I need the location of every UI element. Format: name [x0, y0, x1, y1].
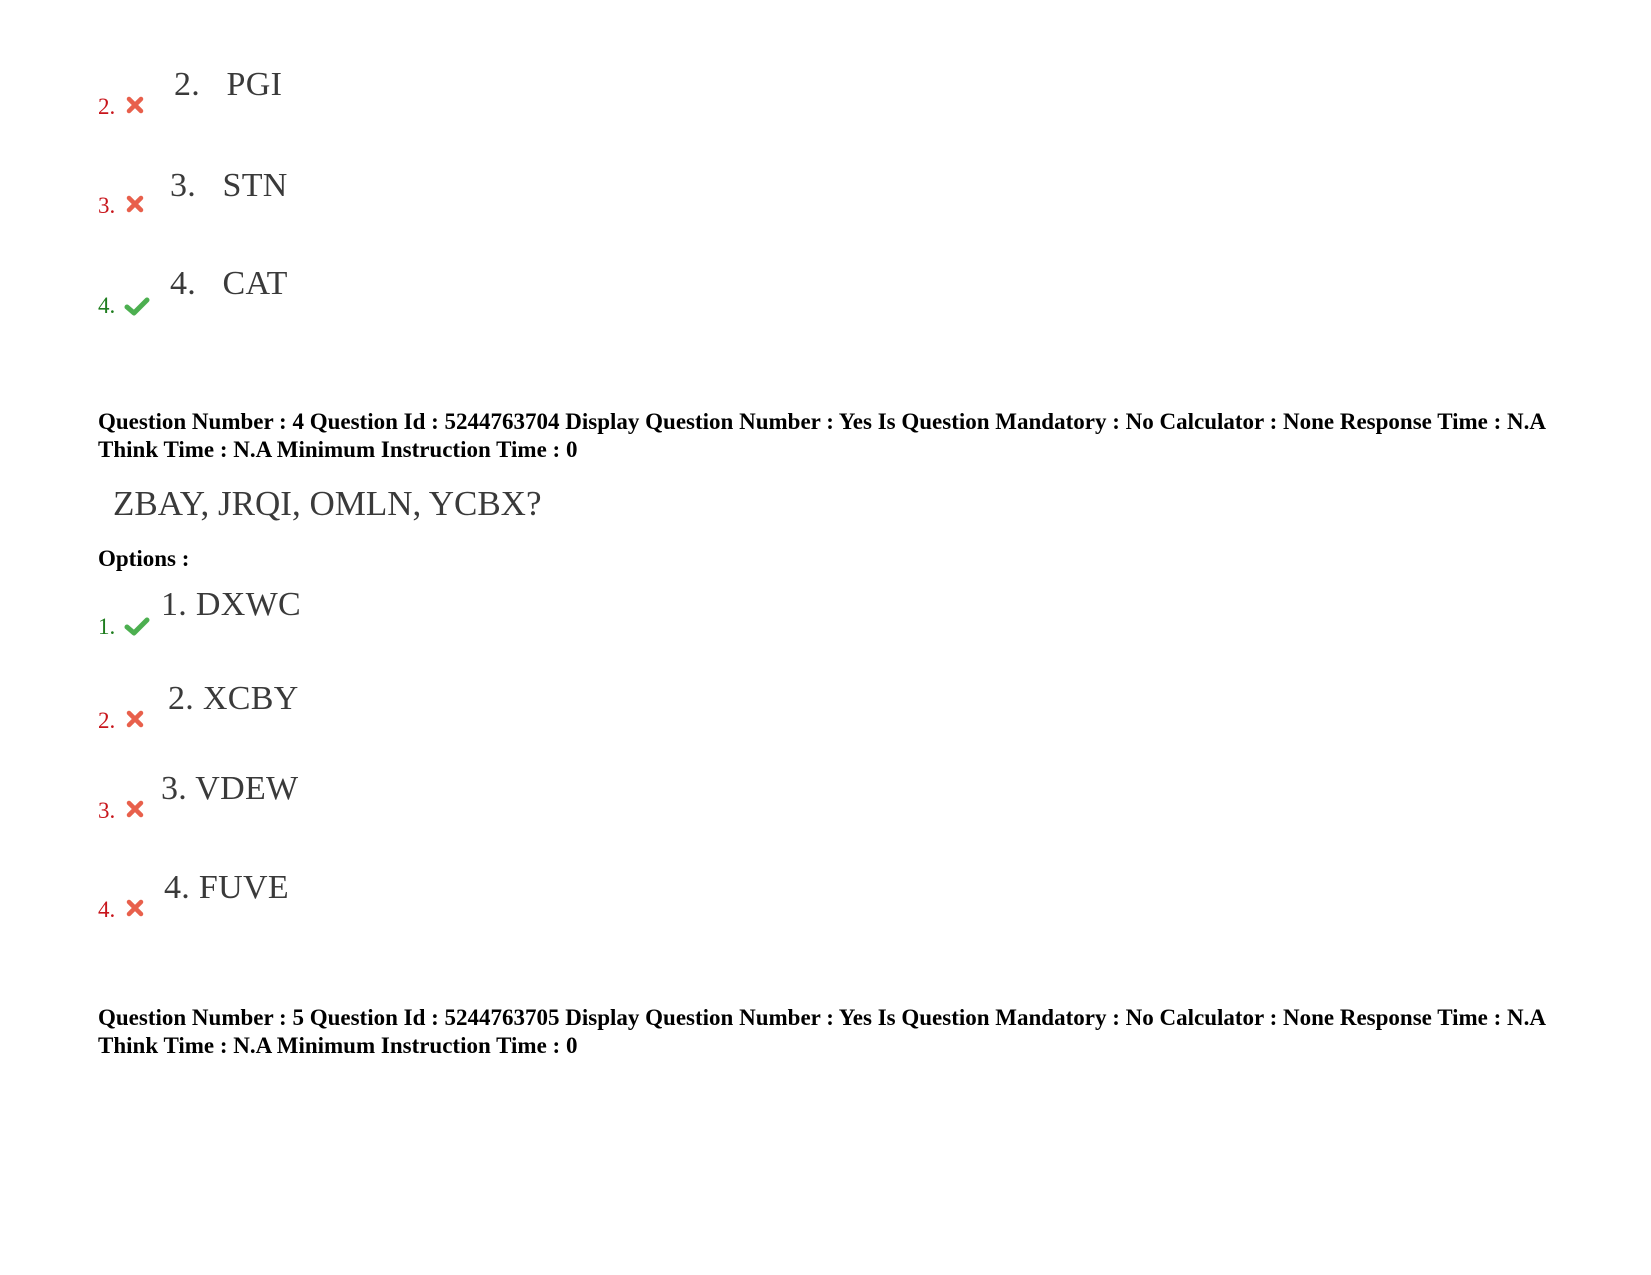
- cross-icon: [124, 193, 146, 215]
- option-number: 2.: [98, 94, 116, 119]
- option-text: 4. CAT: [170, 265, 288, 302]
- option-text: 2. PGI: [174, 66, 283, 103]
- question-text: ZBAY, JRQI, OMLN, YCBX?: [113, 484, 542, 523]
- option-number: 3.: [98, 798, 116, 823]
- option-number: 2.: [98, 708, 116, 733]
- option-text: 2. XCBY: [168, 680, 299, 717]
- option-text: 3. VDEW: [161, 770, 299, 807]
- cross-icon: [124, 708, 146, 730]
- option-text: 1. DXWC: [161, 586, 301, 623]
- option-text: 3. STN: [170, 167, 288, 204]
- check-icon: [124, 615, 150, 637]
- cross-icon: [124, 897, 146, 919]
- option-number: 4.: [98, 293, 116, 318]
- cross-icon: [124, 94, 146, 116]
- option-number: 3.: [98, 193, 116, 218]
- option-number: 4.: [98, 897, 116, 922]
- question-meta: Question Number : 5 Question Id : 5244763705 Display Question Number : Yes Is Question Mandatory : No Calculator : None Response Time : N.A Think Time : N.A Minimum Instruction Time : 0: [98, 1005, 1545, 1058]
- option-number: 1.: [98, 614, 116, 639]
- check-icon: [124, 295, 150, 317]
- option-text: 4. FUVE: [164, 869, 289, 906]
- question-meta: Question Number : 4 Question Id : 5244763704 Display Question Number : Yes Is Question Mandatory : No Calculator : None Response Time : N.A Think Time : N.A Minimum Instruction Time : 0: [98, 409, 1545, 462]
- cross-icon: [124, 798, 146, 820]
- options-label: Options :: [98, 546, 190, 571]
